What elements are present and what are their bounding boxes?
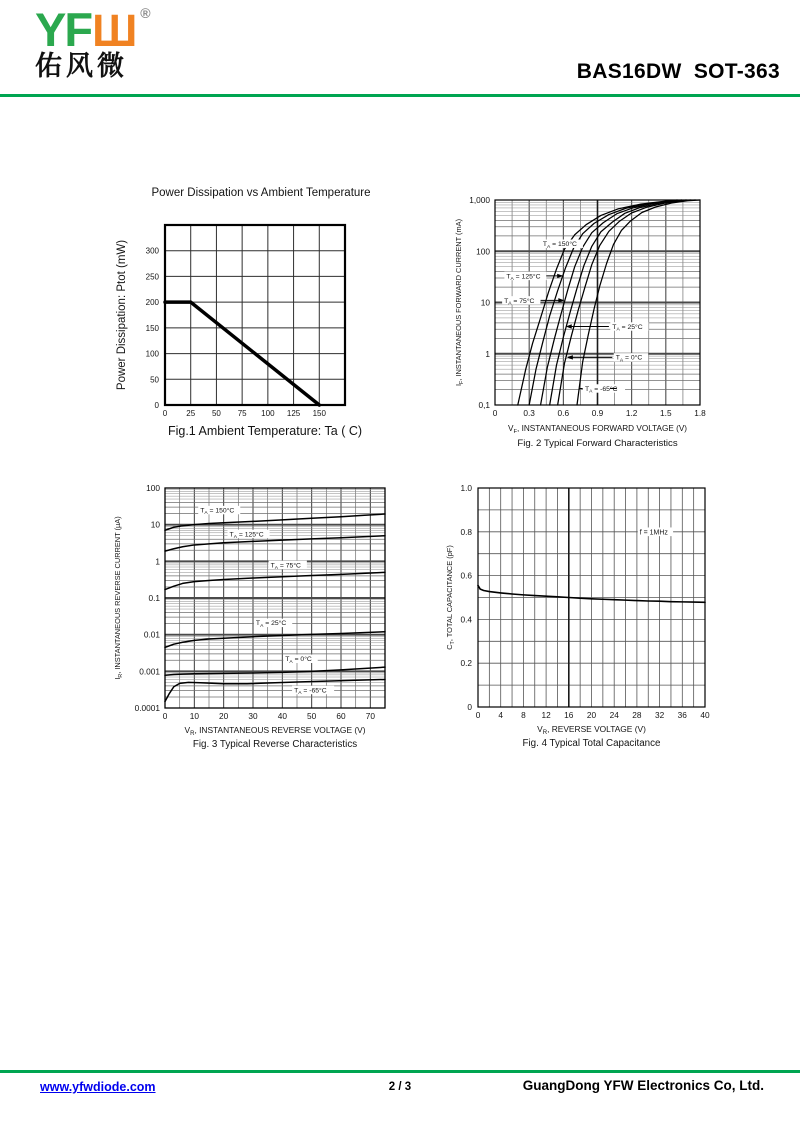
svg-text:0.3: 0.3 [523,408,535,418]
svg-text:CT, TOTAL CAPACITANCE (pF): $C_T$, TOTAL CAPACITANCE (pF) [445,545,456,650]
svg-text:TA = 0°C: $T_A = 0^\circ C$ [615,354,643,364]
page-number: 2 / 3 [388,1081,412,1093]
svg-text:150: 150 [145,323,159,333]
svg-text:IF, INSTANTANEOUS FORWARD CURR: $I_F$, INSTANTANEOUS FORWARD CURRENT (mA) [454,218,465,387]
svg-text:30: 30 [248,711,258,721]
svg-text:TA = 150°C: $T_A = 150^\circ C$ [542,241,577,250]
svg-text:16: 16 [564,710,574,720]
fig4-total-capacitance-chart [440,465,740,765]
svg-text:0: 0 [475,710,481,720]
svg-text:8: 8 [521,710,526,720]
svg-text:TA = -65°C: $T_A = -65^\circ C$ [294,687,327,696]
logo-text-w: Ш [92,5,138,56]
svg-text:40: 40 [700,710,710,720]
svg-text:75: 75 [237,409,247,418]
svg-text:0.4: 0.4 [460,614,472,625]
svg-text:Power Dissipation vs Ambient T: Power Dissipation vs Ambient Temperature [151,187,371,199]
svg-text:TA = -65°C: $T_A = -65^\circ C$ [584,385,618,395]
svg-text:TA = 25°C: $T_A = 25^\circ C$ [612,323,643,333]
svg-text:0.6: 0.6 [557,408,570,418]
svg-text:100: 100 [146,483,160,493]
svg-text:1.5: 1.5 [660,408,672,418]
svg-text:TA = 25°C: $T_A = 25^\circ C$ [255,620,287,629]
svg-text:1: 1 [485,348,490,359]
svg-text:1.2: 1.2 [625,408,638,418]
svg-text:VF, INSTANTANEOUS FORWARD VOLT: $V_F$, INSTANTANEOUS FORWARD VOLTAGE (V) [507,424,688,435]
svg-text:TA = 75°C: $T_A = 75^\circ C$ [504,297,535,307]
svg-text:1.8: 1.8 [694,408,706,418]
svg-text:0: 0 [154,401,159,410]
svg-text:60: 60 [336,711,346,721]
svg-text:20: 20 [219,711,229,721]
svg-text:24: 24 [609,710,619,720]
svg-text:50: 50 [150,375,159,385]
svg-text:VR, INSTANTANEOUS REVERSE VOLT: $V_R$, INSTANTANEOUS REVERSE VOLTAGE (V) [184,725,366,738]
svg-text:TA = 0°C: $T_A = 0^\circ C$ [285,656,312,665]
svg-text:TA = 75°C: $T_A = 75^\circ C$ [270,562,301,571]
svg-text:0: 0 [162,711,168,721]
svg-text:TA = 125°C: $T_A = 125^\circ C$ [506,273,541,282]
svg-text:28: 28 [632,710,642,720]
svg-text:0,1: 0,1 [478,400,490,410]
svg-text:1: 1 [155,556,160,567]
svg-text:Fig. 4 Typical Total Capacitan: Fig. 4 Typical Total Capacitance [522,738,661,749]
company-name: GuangDong YFW Electronics Co, Ltd. [522,1078,764,1093]
svg-text:Power Dissipation: Ptot (mW): Power Dissipation: Ptot (mW) [116,239,128,391]
svg-text:VR, REVERSE VOLTAGE (V): $V_R$, REVERSE VOLTAGE (V) [537,724,646,737]
logo-wordmark [35,3,151,56]
svg-text:0.01: 0.01 [143,629,160,640]
svg-text:0.0001: 0.0001 [134,703,160,713]
svg-text:25: 25 [186,409,196,418]
svg-text:36: 36 [677,710,687,720]
svg-text:100: 100 [476,246,490,257]
svg-text:200: 200 [145,298,159,308]
fig1-power-dissipation-chart [105,178,390,450]
footer-divider [0,1070,800,1073]
svg-text:Fig.1 Ambient Temperature: Ta: Fig.1 Ambient Temperature: Ta ( C) [167,424,363,438]
svg-text:50: 50 [307,711,317,721]
svg-text:10: 10 [480,297,490,308]
svg-text:10: 10 [150,519,160,530]
logo-chinese-text: 佑风微 [35,51,128,81]
header-divider [0,94,800,97]
svg-text:70: 70 [365,711,375,721]
website-link[interactable]: www.yfwdiode.com [40,1080,156,1094]
svg-text:TA = 125°C: $T_A = 125^\circ C$ [229,531,264,540]
svg-text:40: 40 [277,711,287,721]
svg-text:20: 20 [586,710,597,720]
part-number-title: BAS16DW SOT-363 [576,60,780,83]
svg-text:0.1: 0.1 [148,593,160,603]
svg-text:Fig. 2 Typical Forward Charact: Fig. 2 Typical Forward Characteristics [517,438,678,449]
svg-text:1,000: 1,000 [469,195,490,205]
svg-text:1.0: 1.0 [460,483,472,493]
svg-text:0.6: 0.6 [460,570,472,581]
fig3-reverse-characteristics-chart [100,465,415,765]
fig2-forward-characteristics-chart [435,188,745,463]
svg-text:4: 4 [498,710,504,720]
logo-text-yf: YF [35,3,92,56]
svg-text:Fig. 3 Typical Reverse Charact: Fig. 3 Typical Reverse Characteristics [192,739,358,750]
svg-text:250: 250 [145,272,159,282]
svg-text:0.8: 0.8 [460,526,472,537]
svg-text:0.001: 0.001 [139,666,160,677]
svg-text:TA = 150°C: $T_A = 150^\circ C$ [200,507,235,517]
svg-text:100: 100 [145,349,159,359]
svg-text:12: 12 [541,710,551,720]
svg-text:0: 0 [467,702,472,712]
registered-mark-icon: ® [140,5,151,21]
svg-text:0: 0 [492,408,498,418]
svg-text:10: 10 [189,711,199,721]
svg-text:IR, INSTANTANEOUS REVERSE CURR: $I_R$, INSTANTANEOUS REVERSE CURRENT (µA) [113,516,124,680]
svg-text:f = 1MHz: f = 1MHz [639,529,668,537]
svg-text:0: 0 [162,409,168,418]
yfw-logo [35,3,151,81]
svg-text:300: 300 [145,246,159,256]
svg-text:0.9: 0.9 [591,408,604,418]
svg-text:32: 32 [654,710,665,720]
svg-text:125: 125 [286,409,301,418]
svg-text:50: 50 [211,409,221,418]
svg-text:150: 150 [312,409,326,418]
svg-text:100: 100 [261,409,275,418]
svg-text:0.2: 0.2 [460,658,472,669]
